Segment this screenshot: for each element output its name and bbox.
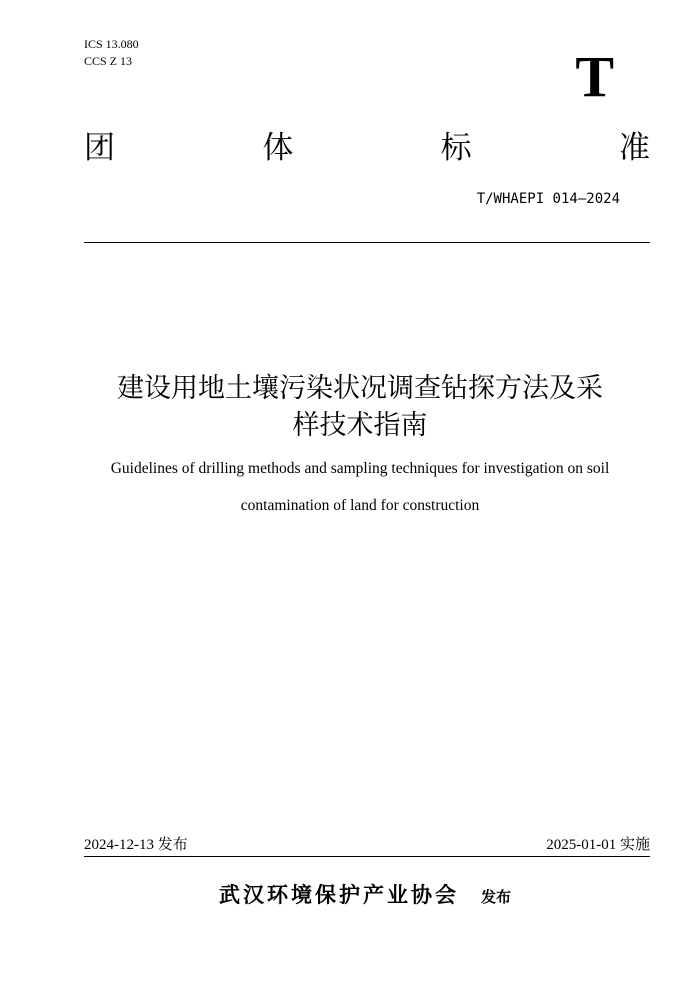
title-chinese-line-1: 建设用地土壤污染状况调查钻探方法及采 xyxy=(117,373,603,404)
title-chinese-line-2: 样技术指南 xyxy=(292,410,428,441)
standard-type-char: 体 xyxy=(262,130,294,166)
header-divider xyxy=(84,242,650,243)
standard-number: T/WHAEPI 014—2024 xyxy=(476,191,620,207)
publish-label: 发布 xyxy=(480,888,511,906)
publisher-row xyxy=(0,880,700,912)
release-date: 2024-12-13 发布 xyxy=(84,837,188,853)
standard-type-char: 标 xyxy=(440,130,472,166)
implement-date: 2025-01-01 实施 xyxy=(546,837,650,853)
standard-type-char: 团 xyxy=(84,130,115,166)
ics-code: ICS 13.080 xyxy=(84,37,139,51)
footer-divider xyxy=(84,856,650,857)
ccs-code: CCS Z 13 xyxy=(84,54,133,68)
standard-type xyxy=(84,128,650,168)
category-letter: T xyxy=(575,44,614,109)
title-english-line-2: contamination of land for construction xyxy=(240,497,480,514)
title-chinese xyxy=(60,370,660,444)
title-english-line-1: Guidelines of drilling methods and sampling techniques for investigation on soil xyxy=(110,460,610,477)
standard-type-char: 准 xyxy=(618,130,650,166)
publisher-name: 武汉环境保护产业协会 xyxy=(218,883,459,907)
